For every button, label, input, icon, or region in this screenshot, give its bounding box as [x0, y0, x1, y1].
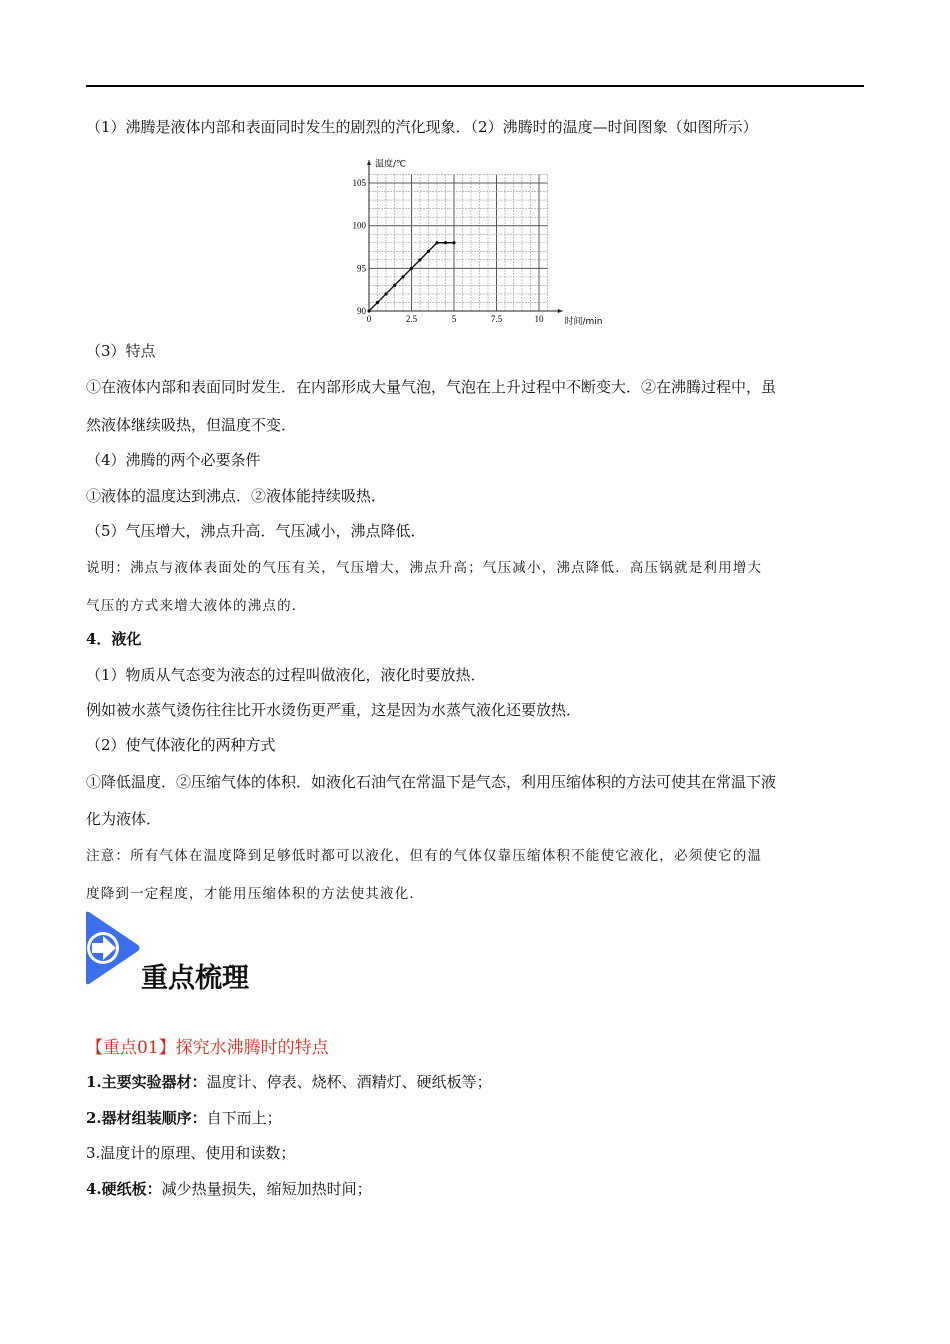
x-tick-label: 2.5: [405, 314, 418, 324]
y-axis-label: 温度/℃: [375, 159, 407, 170]
y-tick-label: 95: [357, 263, 366, 274]
x-tick-label: 0: [366, 314, 372, 324]
data-point: [418, 258, 421, 261]
paragraph: （5）气压增大，沸点升高．气压减小，沸点降低．: [86, 522, 426, 540]
y-tick-label: 100: [352, 220, 366, 231]
arrow-right-circle-icon: [86, 911, 142, 985]
item-text: 自下而上；: [206, 1109, 282, 1127]
data-point: [367, 309, 370, 312]
item-text: 温度计、停表、烧杯、酒精灯、硬纸板等；: [206, 1073, 492, 1091]
paragraph: （2）使气体液化的两种方式: [86, 736, 276, 754]
data-point: [427, 250, 430, 253]
paragraph: ①在液体内部和表面同时发生．在内部形成大量气泡，气泡在上升过程中不断变大．②在沸腾过程中，虽: [86, 378, 777, 396]
temperature-time-chart: [340, 145, 610, 330]
paragraph: （3）特点: [86, 342, 156, 360]
paragraph: 例如被水蒸气烫伤往往比开水烫伤更严重，这是因为水蒸气液化还要放热．: [86, 701, 582, 719]
y-axis-arrow: [367, 160, 371, 165]
note: 度降到一定程度，才能用压缩体积的方法使其液化．: [86, 886, 425, 902]
item-label: 2.器材组装顺序：: [86, 1109, 207, 1127]
list-item: [86, 1178, 372, 1199]
data-point: [435, 241, 438, 244]
y-tick-label: 90: [357, 306, 366, 316]
list-item: [86, 1071, 492, 1092]
item-label: 1.主要实验器材：: [86, 1073, 207, 1091]
paragraph: （4）沸腾的两个必要条件: [86, 451, 261, 469]
y-tick-label: 105: [352, 178, 366, 189]
item-text: 减少热量损失，缩短加热时间；: [161, 1180, 372, 1198]
paragraph: 化为液体．: [86, 810, 162, 828]
data-point: [384, 292, 387, 295]
item-label: 4.硬纸板：: [86, 1180, 162, 1198]
x-tick-label: 5: [451, 314, 457, 324]
note: 气压的方式来增大液体的沸点的．: [86, 598, 307, 614]
paragraph: ①降低温度．②压缩气体的体积．如液化石油气在常温下是气态，利用压缩体积的方法可使其在常温下液: [86, 773, 777, 791]
paragraph: ①液体的温度达到沸点．②液体能持续吸热．: [86, 487, 387, 505]
note: 注意：所有气体在温度降到足够低时都可以液化，但有的气体仅靠压缩体积不能使它液化，必须使它的温: [86, 848, 763, 864]
paragraph: （1）物质从气态变为液态的过程叫做液化，液化时要放热．: [86, 666, 486, 684]
paragraph: （1）沸腾是液体内部和表面同时发生的剧烈的汽化现象．（2）沸腾时的温度—时间图象（如图所示）: [86, 118, 758, 136]
header-rule: [86, 85, 864, 87]
data-point: [444, 241, 447, 244]
data-point: [410, 267, 413, 270]
data-point: [393, 284, 396, 287]
data-point: [452, 241, 455, 244]
data-point: [401, 275, 404, 278]
key-point-title: 【重点01】探究水沸腾时的特点: [86, 1038, 329, 1058]
data-point: [376, 301, 379, 304]
x-axis-arrow: [558, 309, 563, 313]
x-tick-label: 10: [534, 314, 544, 324]
subheading: 4．液化: [86, 630, 142, 648]
x-axis-label: 时间/min: [564, 317, 603, 327]
section-title: 重点梳理: [141, 963, 249, 994]
list-item: 3.温度计的原理、使用和读数；: [86, 1144, 296, 1162]
note: 说明：沸点与液体表面处的气压有关，气压增大，沸点升高；气压减小，沸点降低．高压锅就是利用增大: [86, 560, 763, 576]
paragraph: 然液体继续吸热，但温度不变．: [86, 416, 297, 434]
x-tick-label: 7.5: [490, 314, 503, 324]
list-item: [86, 1107, 282, 1128]
